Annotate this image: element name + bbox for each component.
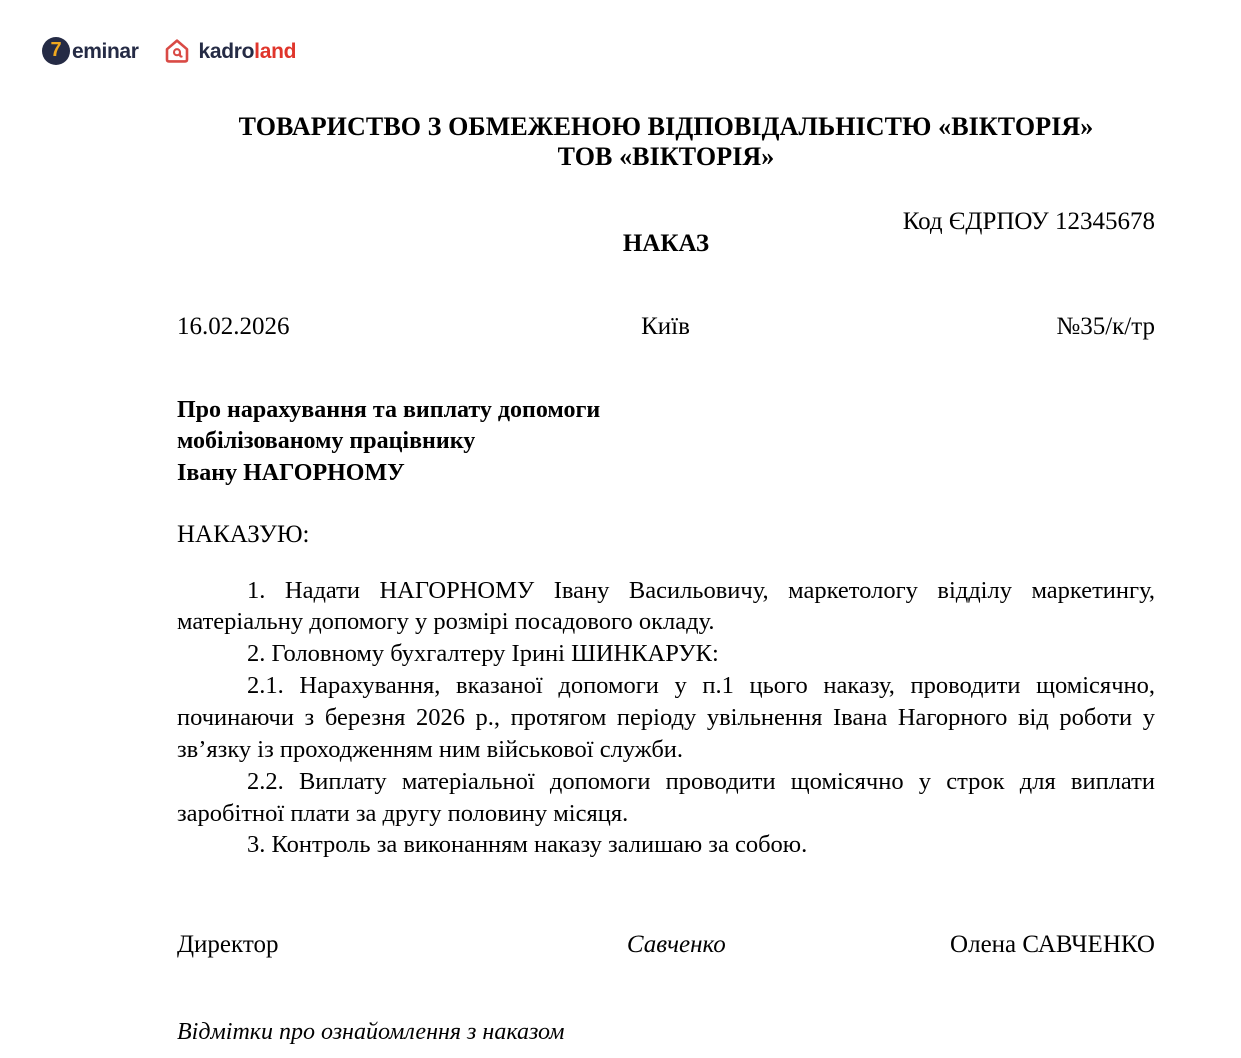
signature-row [177,931,1155,959]
seven-glyph: 7 [50,39,62,61]
kadroland-word-part2: land [254,39,297,63]
acknowledgement-notes-label: Відмітки про ознайомлення з наказом [177,1018,565,1045]
clause-item: 1. Надати НАГОРНОМУ Івану Васильовичу, маркетологу відділу маркетингу, матеріальну допомогу у розмірі посадового окладу. [177,576,1155,636]
document-number: №35/к/тр [1056,313,1155,341]
document-subject [177,395,1155,489]
subject-line-3: Івану НАГОРНОМУ [177,459,405,486]
clause-item: 2.1. Нарахування, вказаної допомоги у п.1 цього наказу, проводити щомісячно, починаючи з березня 2026 р., протягом періоду увільнення Івана Нагорного від роботи у зв’язку із проходженням ним військової служби. [177,672,1155,763]
organization-title-line2: ТОВ «ВІКТОРІЯ» [557,142,775,172]
document-city: Київ [641,313,690,341]
subject-line-2: мобілізованому працівнику [177,428,476,455]
document-type-heading: НАКАЗ [622,229,710,257]
order-keyword: НАКАЗУЮ: [177,521,310,549]
document-meta-row [177,313,1155,341]
signer-full-name: Олена САВЧЕНКО [950,931,1155,959]
handwritten-signature: Савченко [626,931,726,959]
clause-item: 3. Контроль за виконанням наказу залишаю за собою. [247,831,808,859]
document-date: 16.02.2026 [177,313,290,341]
organization-title [177,112,1155,172]
clauses-list [177,575,1155,862]
organization-title-line1: ТОВАРИСТВО З ОБМЕЖЕНОЮ ВІДПОВІДАЛЬНІСТЮ «ВІКТОРІЯ» [238,112,1094,141]
seminar-logo[interactable] [42,37,138,65]
clause-item: 2. Головному бухгалтеру Ірині ШИНКАРУК: [247,640,719,668]
seven-circle-icon [42,37,70,65]
kadroland-word-part1: kadro [198,39,255,63]
clause-item: 2.2. Виплату матеріальної допомоги проводити щомісячно у строк для виплати заробітної плати за другу половину місяця. [177,767,1155,827]
signer-position: Директор [177,931,279,959]
seminar-wordmark: eminar [72,39,139,63]
subject-line-1: Про нарахування та виплату допомоги [177,396,601,423]
edrpou-code: Код ЄДРПОУ 12345678 [902,208,1155,236]
document-page [177,0,1155,1045]
